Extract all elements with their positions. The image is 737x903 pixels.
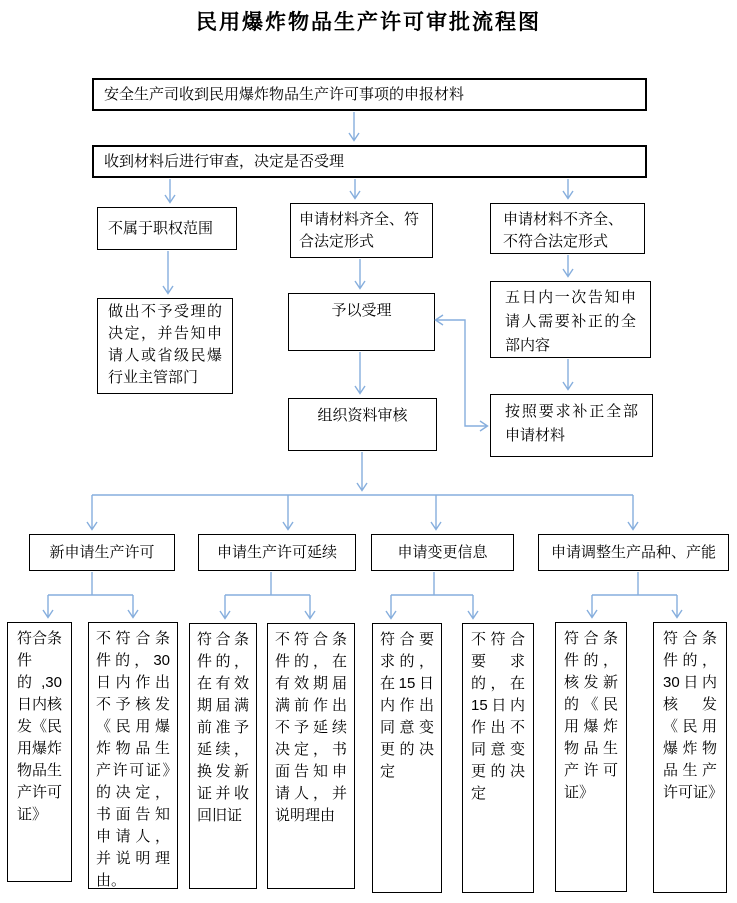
flowchart-title: 民用爆炸物品生产许可审批流程图: [196, 9, 541, 34]
node-audit: 组织资料审核: [288, 398, 437, 451]
node-branch-renew-license: 申请生产许可延续: [198, 534, 356, 571]
node-accept: 予以受理: [288, 293, 435, 351]
node-branch-new-license: 新申请生产许可: [29, 534, 175, 571]
split-change-tee: [391, 572, 473, 595]
node-review-decide: 收到材料后进行审查，决定是否受理: [92, 145, 647, 178]
split-new-tee: [48, 572, 133, 595]
node-adjust-ok-30: 符合条件的，30日内核发《民用爆炸物品生产许可证》: [653, 622, 727, 893]
node-change-ok: 符合要求的，在15日内作出同意变更的决定: [372, 623, 442, 893]
node-materials-incomplete: 申请材料不齐全、不符合法定形式: [490, 203, 645, 254]
node-reject-decision: 做出不予受理的决定，并告知申请人或省级民爆行业主管部门: [97, 298, 233, 394]
node-new-ok: 符合条件的,30日内核发《民用爆炸物品生产许可证》: [7, 622, 72, 882]
node-receive-materials: 安全生产司收到民用爆炸物品生产许可事项的申报材料: [92, 78, 647, 111]
node-branch-change-info: 申请变更信息: [371, 534, 514, 571]
node-renew-ok: 符合条件的，在有效期届满前准予延续，换发新证并收回旧证: [189, 623, 257, 889]
node-supplement: 按照要求补正全部申请材料: [490, 394, 653, 457]
split-renew-tee: [225, 572, 310, 595]
node-materials-complete: 申请材料齐全、符合法定形式: [290, 203, 433, 258]
node-renew-fail: 不符合条件的，在有效期届满前作出不予延续决定，书面告知申请人，并说明理由: [267, 623, 355, 889]
node-out-of-scope: 不属于职权范围: [97, 207, 237, 250]
node-branch-adjust-capacity: 申请调整生产品种、产能: [538, 534, 729, 571]
split-adjust-tee: [592, 572, 677, 595]
arrow-supplement-accept-elbow: [436, 320, 487, 426]
node-adjust-ok-new: 符合条件的，核发新的《民用爆炸物品生产许可证》: [555, 622, 627, 892]
node-new-fail: 不符合条件的，30日内作出不予核发《民用爆炸物品生产许可证》的决定，书面告知申请人，并说明理由。: [88, 622, 178, 889]
node-change-fail: 不符合要求的，在15日内作出不同意变更的决定: [462, 623, 534, 893]
node-notify-correction: 五日内一次告知申请人需要补正的全部内容: [490, 281, 651, 358]
